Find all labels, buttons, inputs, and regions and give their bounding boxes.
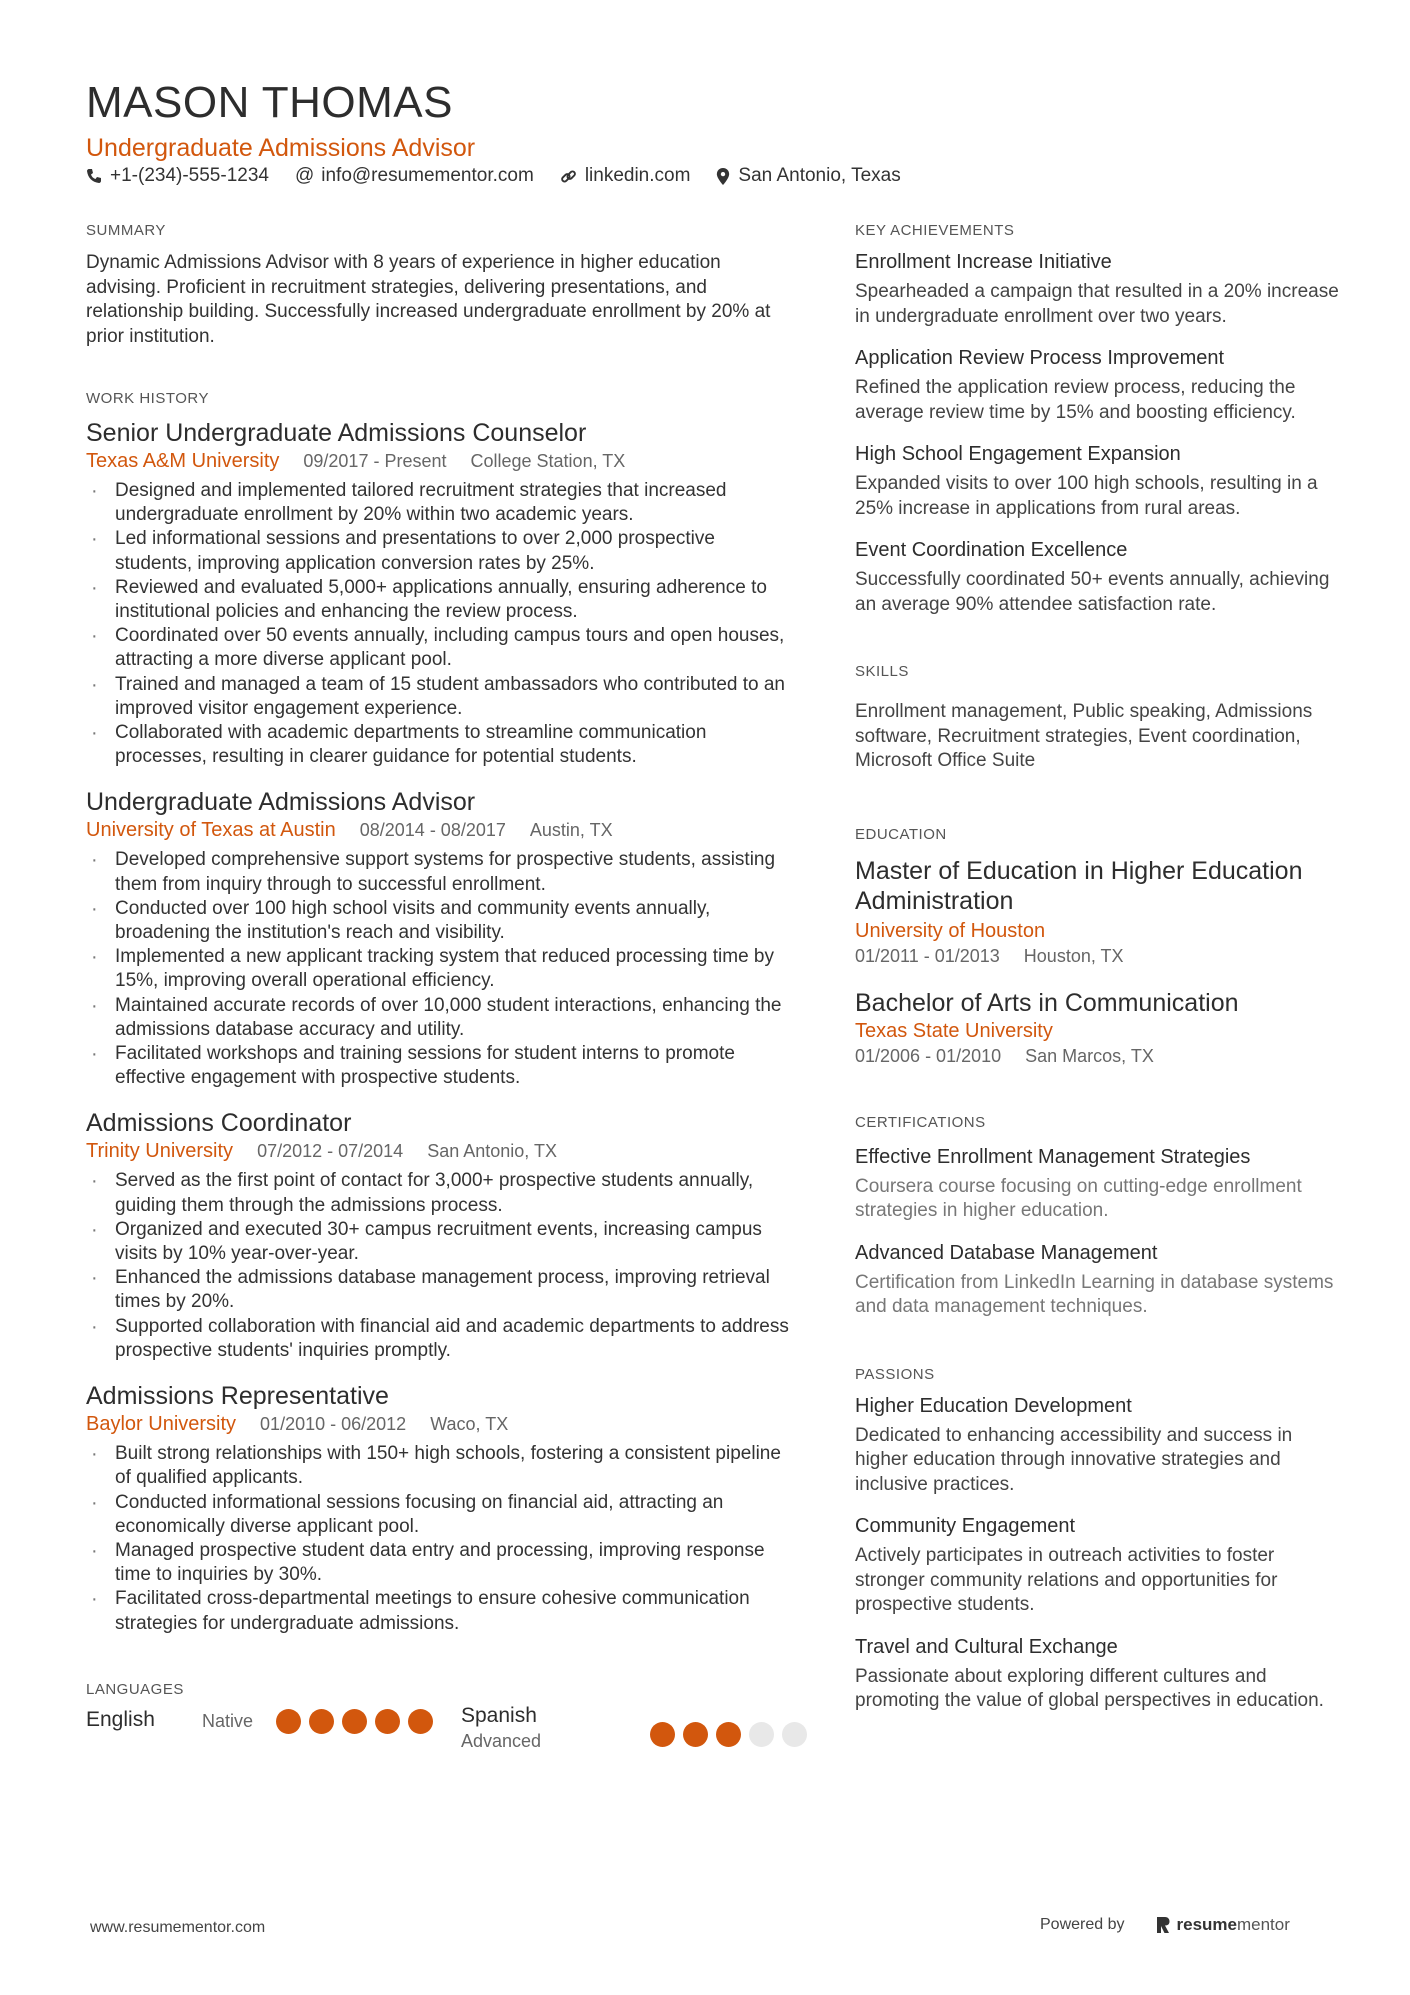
list-item: · Enhanced the admissions database management process, improving retrieval times by 20%. [86, 1266, 796, 1314]
contact-phone[interactable] [86, 165, 269, 187]
achievement-desc: Expanded visits to over 100 high schools, resulting in a 25% increase in applications from rural areas. [855, 473, 1318, 519]
school-name: University of Houston [855, 919, 1046, 942]
list-item: · Developed comprehensive support systems for prospective students, assisting them from inquiry through to successful enrollment. [86, 848, 796, 896]
list-item: · Facilitated cross-departmental meetings to ensure cohesive communication strategies for undergraduate admissions. [86, 1587, 796, 1635]
job-dates: 07/2012 - 07/2014 [257, 1141, 404, 1162]
language-level: Advanced [461, 1731, 542, 1751]
rating-dot-empty [782, 1722, 807, 1747]
certification-desc: Certification from LinkedIn Learning in database systems and data management techniques. [855, 1271, 1334, 1317]
skills-heading: SKILLS [855, 663, 909, 680]
job-meta [86, 819, 796, 842]
achievement-title: Enrollment Increase Initiative [855, 251, 1112, 273]
passion-title: Community Engagement [855, 1515, 1076, 1537]
footer-website[interactable]: www.resumementor.com [90, 1919, 266, 1936]
list-item: · Built strong relationships with 150+ high schools, fostering a consistent pipeline of qualified applicants. [86, 1442, 796, 1490]
education-item [855, 988, 1340, 1067]
passion-desc: Actively participates in outreach activities to foster stronger community relations and opportunities for prospective students. [855, 1545, 1278, 1615]
passion-item [855, 1636, 1340, 1714]
language-rating [276, 1709, 441, 1734]
rating-dot-filled [650, 1722, 675, 1747]
resumementor-logo-icon [1155, 1916, 1171, 1934]
location-pin-icon [716, 168, 730, 185]
right-column [855, 222, 1340, 1714]
candidate-name: MASON THOMAS [86, 78, 454, 127]
job-meta [86, 1413, 796, 1436]
job-location: San Antonio, TX [427, 1141, 557, 1162]
brand-light: mentor [1236, 1915, 1290, 1934]
job-entry [86, 788, 796, 1090]
list-item: · Managed prospective student data entry and processing, improving response time to inquiries by 30%. [86, 1539, 796, 1587]
degree-title: Bachelor of Arts in Communication [855, 988, 1239, 1017]
job-meta [86, 1140, 796, 1163]
job-location: College Station, TX [470, 451, 626, 471]
achievement-desc: Refined the application review process, reducing the average review time by 15% and boosting efficiency. [855, 377, 1296, 423]
job-org: University of Texas at Austin [86, 819, 336, 842]
certifications-heading: CERTIFICATIONS [855, 1113, 986, 1131]
job-title: Undergraduate Admissions Advisor [86, 788, 476, 817]
rating-dot-filled [716, 1722, 741, 1747]
list-item: · Conducted informational sessions focusing on financial aid, attracting an economically diverse applicant pool. [86, 1491, 796, 1539]
powered-by-text: Powered by [1040, 1916, 1125, 1933]
job-org: Texas A&M University [86, 450, 280, 472]
email-text: info@resumementor.com [321, 165, 534, 186]
achievement-title: Event Coordination Excellence [855, 539, 1128, 561]
language-name: Spanish [461, 1704, 537, 1727]
job-location: Austin, TX [529, 820, 613, 841]
rating-dot-filled [276, 1709, 301, 1734]
job-bullets [86, 1169, 796, 1363]
list-item: · Trained and managed a team of 15 student ambassadors who contributed to an improved visitor engagement experience. [86, 673, 796, 721]
passions-heading: PASSIONS [855, 1365, 935, 1383]
job-org: Baylor University [86, 1413, 237, 1436]
certification-desc: Coursera course focusing on cutting-edge enrollment strategies in higher education. [855, 1175, 1302, 1221]
rating-dot-filled [342, 1709, 367, 1734]
passion-desc: Passionate about exploring different cultures and promoting the value of global perspectives in education. [855, 1665, 1324, 1711]
education-item [855, 856, 1340, 967]
candidate-title: Undergraduate Admissions Advisor [86, 134, 476, 162]
list-item: · Maintained accurate records of over 10,000 student interactions, enhancing the admissions database accuracy and utility. [86, 994, 796, 1042]
list-item: · Reviewed and evaluated 5,000+ applications annually, ensuring adherence to institutional policies and enhancing the review process. [86, 576, 796, 624]
achievements-heading: KEY ACHIEVEMENTS [855, 222, 1015, 239]
job-bullets [86, 1442, 796, 1636]
at-icon: @ [294, 165, 315, 186]
achievement-item [855, 251, 1340, 329]
certification-title: Advanced Database Management [855, 1241, 1158, 1264]
language-rating [650, 1722, 815, 1747]
link-icon [560, 168, 577, 185]
list-item: · Supported collaboration with financial aid and academic departments to address prospective students' inquiries promptly. [86, 1315, 796, 1363]
job-entry [86, 419, 796, 769]
passion-title: Travel and Cultural Exchange [855, 1635, 1118, 1658]
achievement-desc: Successfully coordinated 50+ events annually, achieving an average 90% attendee satisfaction rate. [855, 569, 1330, 615]
list-item: · Conducted over 100 high school visits and community events annually, broadening the institution's reach and visibility. [86, 897, 796, 945]
rating-dot-empty [749, 1722, 774, 1747]
language-level: Native [202, 1711, 254, 1731]
achievement-item [855, 539, 1340, 617]
list-item: · Led informational sessions and presentations to over 2,000 prospective students, improving application conversion rates by 25%. [86, 527, 796, 575]
achievement-item [855, 443, 1340, 521]
job-meta [86, 450, 796, 473]
phone-icon [86, 168, 102, 184]
brand-bold: resume [1176, 1915, 1237, 1934]
contact-linkedin[interactable] [560, 165, 691, 187]
skills-text: Enrollment management, Public speaking, Admissions software, Recruitment strategies, Event coordination, Microsoft Office Suite [855, 701, 1313, 771]
education-heading: EDUCATION [855, 825, 947, 843]
rating-dot-filled [683, 1722, 708, 1747]
job-title: Admissions Representative [86, 1382, 389, 1411]
rating-dot-filled [309, 1709, 334, 1734]
left-column [86, 222, 796, 1636]
education-location: Houston, TX [1023, 945, 1124, 966]
degree-title: Master of Education in Higher Education Administration [855, 856, 1303, 915]
rating-dot-filled [375, 1709, 400, 1734]
certification-title: Effective Enrollment Management Strategies [855, 1145, 1251, 1168]
summary-heading: SUMMARY [86, 222, 166, 239]
education-meta [855, 1046, 1340, 1067]
contact-email[interactable] [295, 165, 534, 187]
contact-bar [86, 165, 927, 187]
job-title: Admissions Coordinator [86, 1109, 352, 1138]
list-item: · Implemented a new applicant tracking system that reduced processing time by 15%, improving overall operational efficiency. [86, 945, 796, 993]
list-item: · Facilitated workshops and training sessions for student interns to promote effective engagement with prospective students. [86, 1042, 796, 1090]
passion-desc: Dedicated to enhancing accessibility and success in higher education through innovative strategies and inclusive practices. [855, 1424, 1293, 1495]
linkedin-text: linkedin.com [584, 165, 691, 186]
education-dates: 01/2006 - 01/2010 [855, 1045, 1002, 1066]
contact-location [716, 165, 900, 187]
list-item: · Organized and executed 30+ campus recruitment events, increasing campus visits by 10% year-over-year. [86, 1218, 796, 1266]
achievement-title: Application Review Process Improvement [855, 347, 1225, 369]
list-item: · Served as the first point of contact for 3,000+ prospective students annually, guiding them through the admissions process. [86, 1169, 796, 1217]
achievement-item [855, 347, 1340, 425]
certification-item [855, 1242, 1340, 1320]
job-org: Trinity University [86, 1140, 234, 1163]
achievement-title: High School Engagement Expansion [855, 443, 1181, 465]
language-name: English [86, 1708, 155, 1731]
school-name: Texas State University [855, 1019, 1053, 1042]
job-bullets [86, 479, 796, 769]
job-dates: 09/2017 - Present [303, 451, 447, 471]
summary-text: Dynamic Admissions Advisor with 8 years of experience in higher education advising. Proficient in recruitment strategies, delivering presentations, and relationship building. Successfully increased undergraduate enrollment by 20% at prior institution. [86, 252, 771, 347]
job-dates: 08/2014 - 08/2017 [359, 820, 506, 841]
job-bullets [86, 848, 796, 1090]
list-item: · Collaborated with academic departments to streamline communication processes, resulting in clearer guidance for potential students. [86, 721, 796, 769]
footer-powered[interactable] [1040, 1915, 1290, 1935]
languages-heading: LANGUAGES [86, 1681, 184, 1698]
list-item: · Coordinated over 50 events annually, including campus tours and open houses, attracting a more diverse applicant pool. [86, 624, 796, 672]
passion-item [855, 1395, 1340, 1498]
phone-text: +1-(234)-555-1234 [110, 165, 269, 186]
certification-item [855, 1146, 1340, 1224]
education-meta [855, 946, 1340, 967]
work-heading: WORK HISTORY [86, 390, 209, 407]
job-title: Senior Undergraduate Admissions Counselor [86, 419, 587, 447]
job-location: Waco, TX [430, 1414, 509, 1435]
job-dates: 01/2010 - 06/2012 [260, 1414, 407, 1435]
education-location: San Marcos, TX [1025, 1045, 1154, 1066]
job-entry [86, 1382, 796, 1636]
job-entry [86, 1109, 796, 1363]
education-dates: 01/2011 - 01/2013 [855, 945, 1000, 966]
achievement-desc: Spearheaded a campaign that resulted in a 20% increase in undergraduate enrollment over two years. [855, 281, 1339, 327]
rating-dot-filled [408, 1709, 433, 1734]
list-item: · Designed and implemented tailored recruitment strategies that increased undergraduate enrollment by 20% within two academic years. [86, 479, 796, 527]
passion-title: Higher Education Development [855, 1394, 1132, 1417]
passion-item [855, 1515, 1340, 1618]
location-text: San Antonio, Texas [738, 165, 901, 186]
